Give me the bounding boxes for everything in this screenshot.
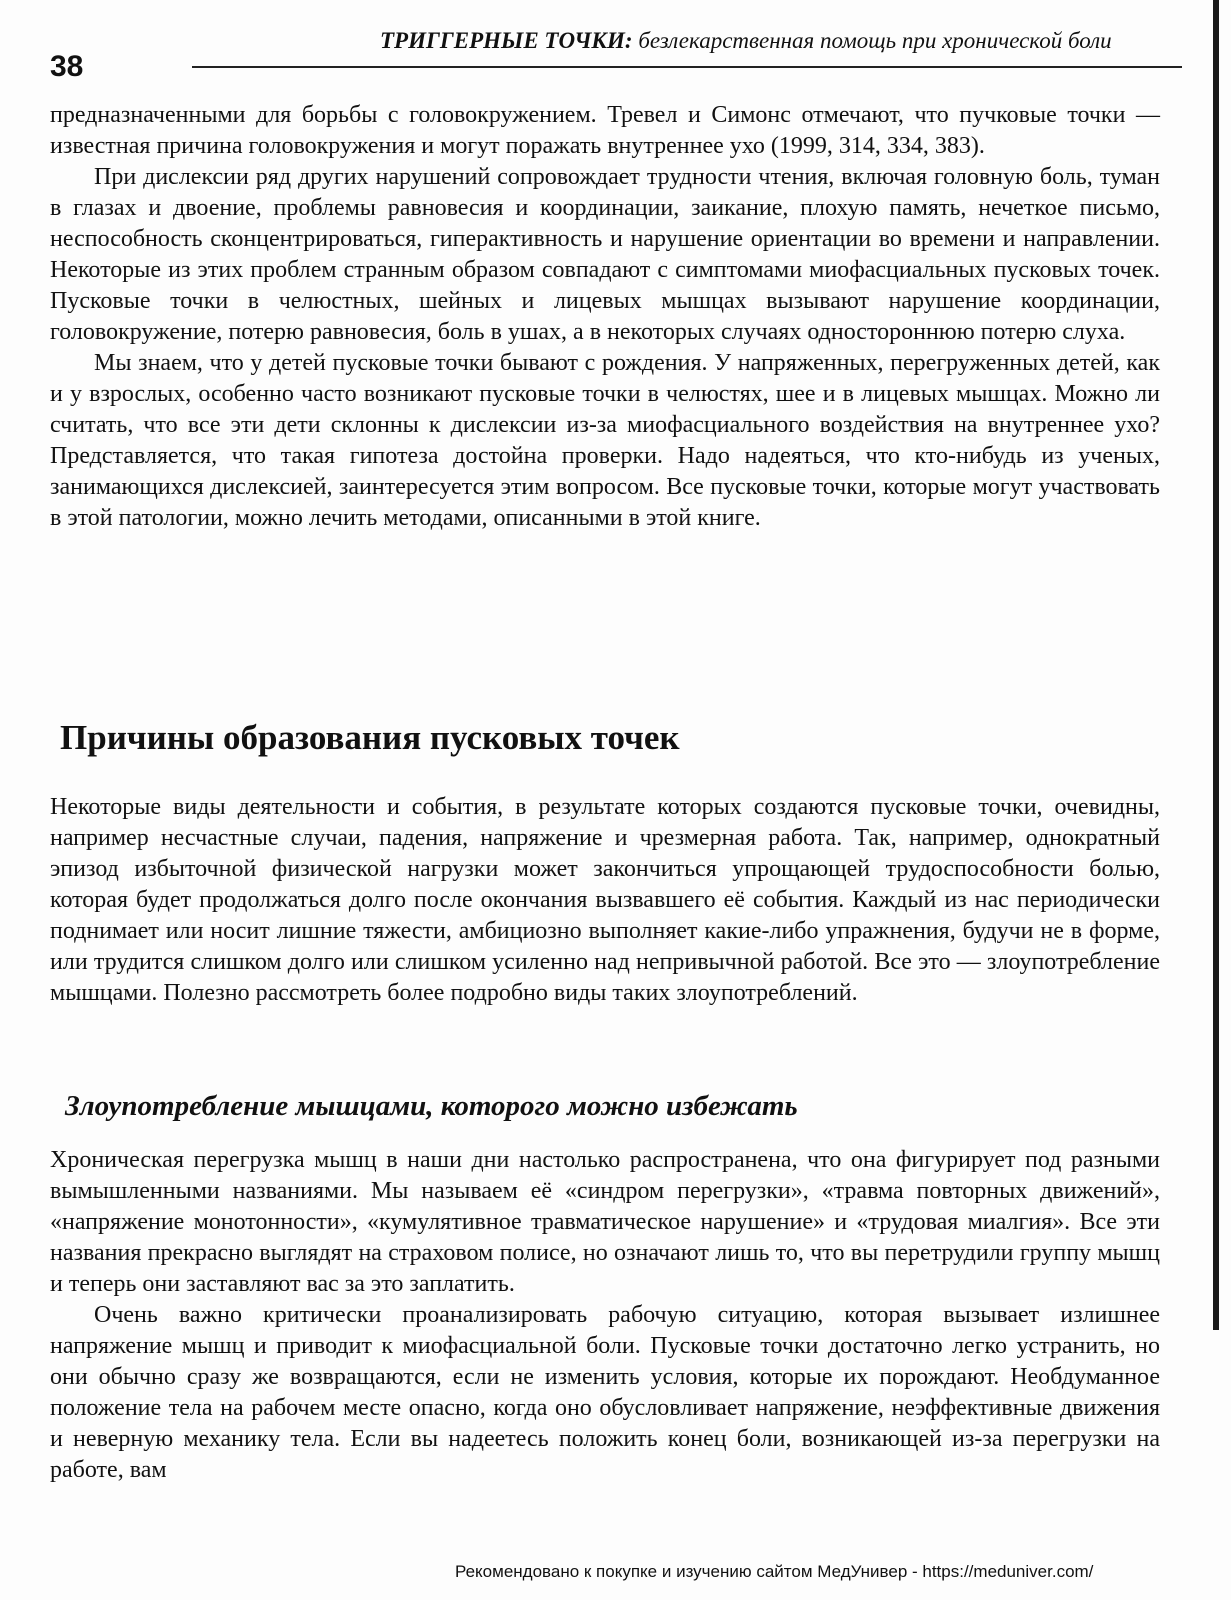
running-header-subtitle: безлекарственная помощь при хронической боли [632,28,1112,53]
page-number: 38 [50,50,84,83]
abuse-text [50,1145,1160,1486]
intro-text [50,100,1160,534]
intro-paragraph-3: Мы знаем, что у детей пусковые точки бывают с рождения. У напряженных, перегруженных детей, как и у взрослых, особенно часто возникают пусковые точки в челюстях, шее и в лицевых мышцах. Можно ли считать, что все эти дети склонны к дислексии из-за миофасциального воздействия на внутреннее ухо? Представляется, что такая гипотеза достойна проверки. Надо надеяться, что кто-нибудь из ученых, занимающихся дислексией, заинтересуется этим вопросом. Все пусковые точки, которые могут участвовать в этой патологии, можно лечить методами, описанными в этой книге. [50,350,1160,531]
footer-watermark-text: Рекомендовано к покупке и изучению сайтом МедУнивер - https://meduniver.com/ [455,1562,1094,1581]
section-heading-causes: Причины образования пусковых точек [60,718,680,757]
causes-paragraph-1: Некоторые виды деятельности и события, в результате которых создаются пусковые точки, очевидны, например несчастные случаи, падения, напряжение и чрезмерная работа. Так, например, однократный эпизод избыточной физической нагрузки может закончиться упрощающей трудоспособности болью, которая будет продолжаться долго после окончания вызвавшего её события. Каждый из нас периодически поднимает или носит лишние тяжести, амбициозно выполняет какие-либо упражнения, будучи не в форме, или трудится слишком долго или слишком усиленно над непривычной работой. Все это — злоупотребление мышцами. Полезно рассмотреть более подробно виды таких злоупотреблений. [50,794,1160,1006]
causes-text [50,792,1160,1009]
header-rule [192,66,1182,68]
subsection-heading-abuse: Злоупотребление мышцами, которого можно избежать [65,1090,798,1122]
intro-paragraph-1: предназначенными для борьбы с головокружением. Тревел и Симонс отмечают, что пучковые точки — известная причина головокружения и могут поражать внутреннее ухо (1999, 314, 334, 383). [50,102,1160,159]
running-header [380,28,1180,54]
page-edge-shadow [1213,0,1219,1330]
running-header-title: ТРИГГЕРНЫЕ ТОЧКИ: [380,28,633,53]
intro-paragraph-2: При дислексии ряд других нарушений сопровождает трудности чтения, включая головную боль, туман в глазах и двоение, проблемы равновесия и координации, заикание, плохую память, нечеткое письмо, неспособность сконцентрироваться, гиперактивность и нарушение ориентации во времени и направлении. Некоторые из этих проблем странным образом совпадают с симптомами миофасциальных пусковых точек. Пусковые точки в челюстных, шейных и лицевых мышцах вызывают нарушение координации, головокружение, потерю равновесия, боль в ушах, а в некоторых случаях одностороннюю потерю слуха. [50,164,1160,345]
abuse-paragraph-1: Хроническая перегрузка мышц в наши дни настолько распространена, что она фигурирует под разными вымышленными названиями. Мы называем её «синдром перегрузки», «травма повторных движений», «напряжение монотонности», «кумулятивное травматическое нарушение» и «трудовая миалгия». Все эти названия прекрасно выглядят на страховом полисе, но означают лишь то, что вы перетрудили группу мышц и теперь они заставляют вас за это заплатить. [50,1147,1160,1297]
abuse-paragraph-2: Очень важно критически проанализировать рабочую ситуацию, которая вызывает излишнее напряжение мышц и приводит к миофасциальной боли. Пусковые точки достаточно легко устранить, но они обычно сразу же возвращаются, если не изменить условия, которые их порождают. Необдуманное положение тела на рабочем месте опасно, когда оно обусловливает напряжение, неэффективные движения и неверную механику тела. Если вы надеетесь положить конец боли, возникающей из-за перегрузки на работе, вам [50,1302,1160,1483]
